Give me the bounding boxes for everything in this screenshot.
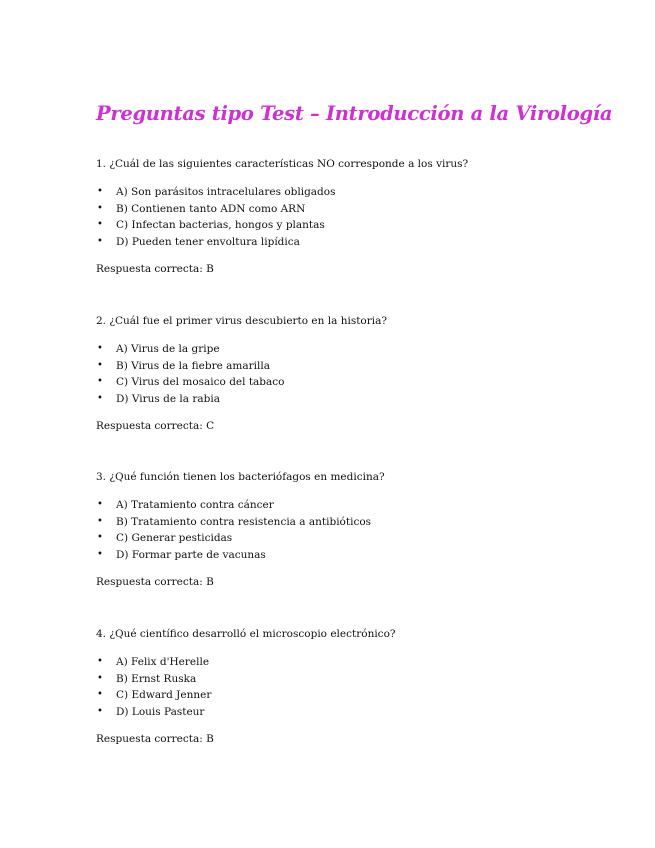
option-item (96, 201, 576, 218)
bullet-icon: • (97, 235, 103, 247)
option-text: A) Son parásitos intracelulares obligados (116, 186, 336, 198)
bullet-icon: • (97, 359, 103, 371)
option-list (96, 654, 576, 720)
bullet-icon: • (97, 548, 103, 560)
option-item (96, 497, 576, 514)
option-text: B) Tratamiento contra resistencia a antibióticos (116, 515, 372, 528)
option-text: C) Edward Jenner (116, 689, 212, 702)
bullet-icon: • (97, 705, 103, 717)
correct-answer: Respuesta correcta: B (96, 263, 214, 276)
option-item (96, 234, 576, 251)
option-item (96, 530, 576, 547)
option-text: A) Virus de la gripe (116, 343, 220, 355)
option-text: C) Virus del mosaico del tabaco (116, 376, 285, 389)
bullet-icon: • (97, 186, 103, 197)
option-item (96, 654, 576, 671)
option-list (96, 341, 576, 407)
question-1 (96, 157, 576, 276)
bullet-icon: • (97, 499, 103, 510)
correct-answer: Respuesta correcta: B (96, 576, 214, 589)
correct-answer: Respuesta correcta: B (96, 733, 214, 746)
question-text: 3. ¿Qué función tienen los bacteriófagos en medicina? (96, 471, 385, 483)
bullet-icon: • (97, 392, 103, 404)
bullet-icon: • (97, 376, 103, 388)
question-3 (96, 470, 576, 589)
option-item (96, 514, 576, 531)
bullet-icon: • (97, 672, 103, 684)
option-text: D) Virus de la rabia (116, 392, 220, 405)
bullet-icon: • (97, 515, 103, 527)
correct-answer: Respuesta correcta: C (96, 420, 215, 433)
option-list (96, 184, 576, 250)
question-text: 4. ¿Qué científico desarrolló el microscopio electrónico? (96, 628, 396, 640)
option-text: C) Generar pesticidas (116, 532, 233, 545)
bullet-icon: • (97, 202, 103, 214)
option-text: D) Louis Pasteur (116, 705, 205, 718)
question-text: 2. ¿Cuál fue el primer virus descubierto en la historia? (96, 315, 388, 327)
option-item (96, 341, 576, 358)
question-2 (96, 314, 576, 433)
option-item (96, 547, 576, 564)
option-item (96, 358, 576, 375)
option-text: B) Contienen tanto ADN como ARN (116, 202, 306, 215)
bullet-icon: • (97, 689, 103, 701)
question-4 (96, 627, 576, 746)
bullet-icon: • (97, 656, 103, 667)
question-text: 1. ¿Cuál de las siguientes características NO corresponde a los virus? (96, 158, 469, 170)
bullet-icon: • (97, 343, 103, 354)
option-text: C) Infectan bacterias, hongos y plantas (116, 219, 325, 232)
option-item (96, 374, 576, 391)
bullet-icon: • (97, 219, 103, 231)
option-text: A) Tratamiento contra cáncer (116, 499, 274, 511)
option-item (96, 217, 576, 234)
option-item (96, 391, 576, 408)
option-item (96, 184, 576, 201)
option-text: D) Formar parte de vacunas (116, 548, 266, 561)
option-item (96, 671, 576, 688)
document-title: Preguntas tipo Test – Introducción a la Virología (96, 102, 613, 125)
option-text: D) Pueden tener envoltura lipídica (116, 235, 300, 248)
option-item (96, 687, 576, 704)
option-item (96, 704, 576, 721)
bullet-icon: • (97, 532, 103, 544)
option-text: B) Virus de la fiebre amarilla (116, 359, 270, 372)
option-list (96, 497, 576, 563)
option-text: B) Ernst Ruska (116, 672, 197, 685)
option-text: A) Felix d'Herelle (116, 656, 210, 668)
